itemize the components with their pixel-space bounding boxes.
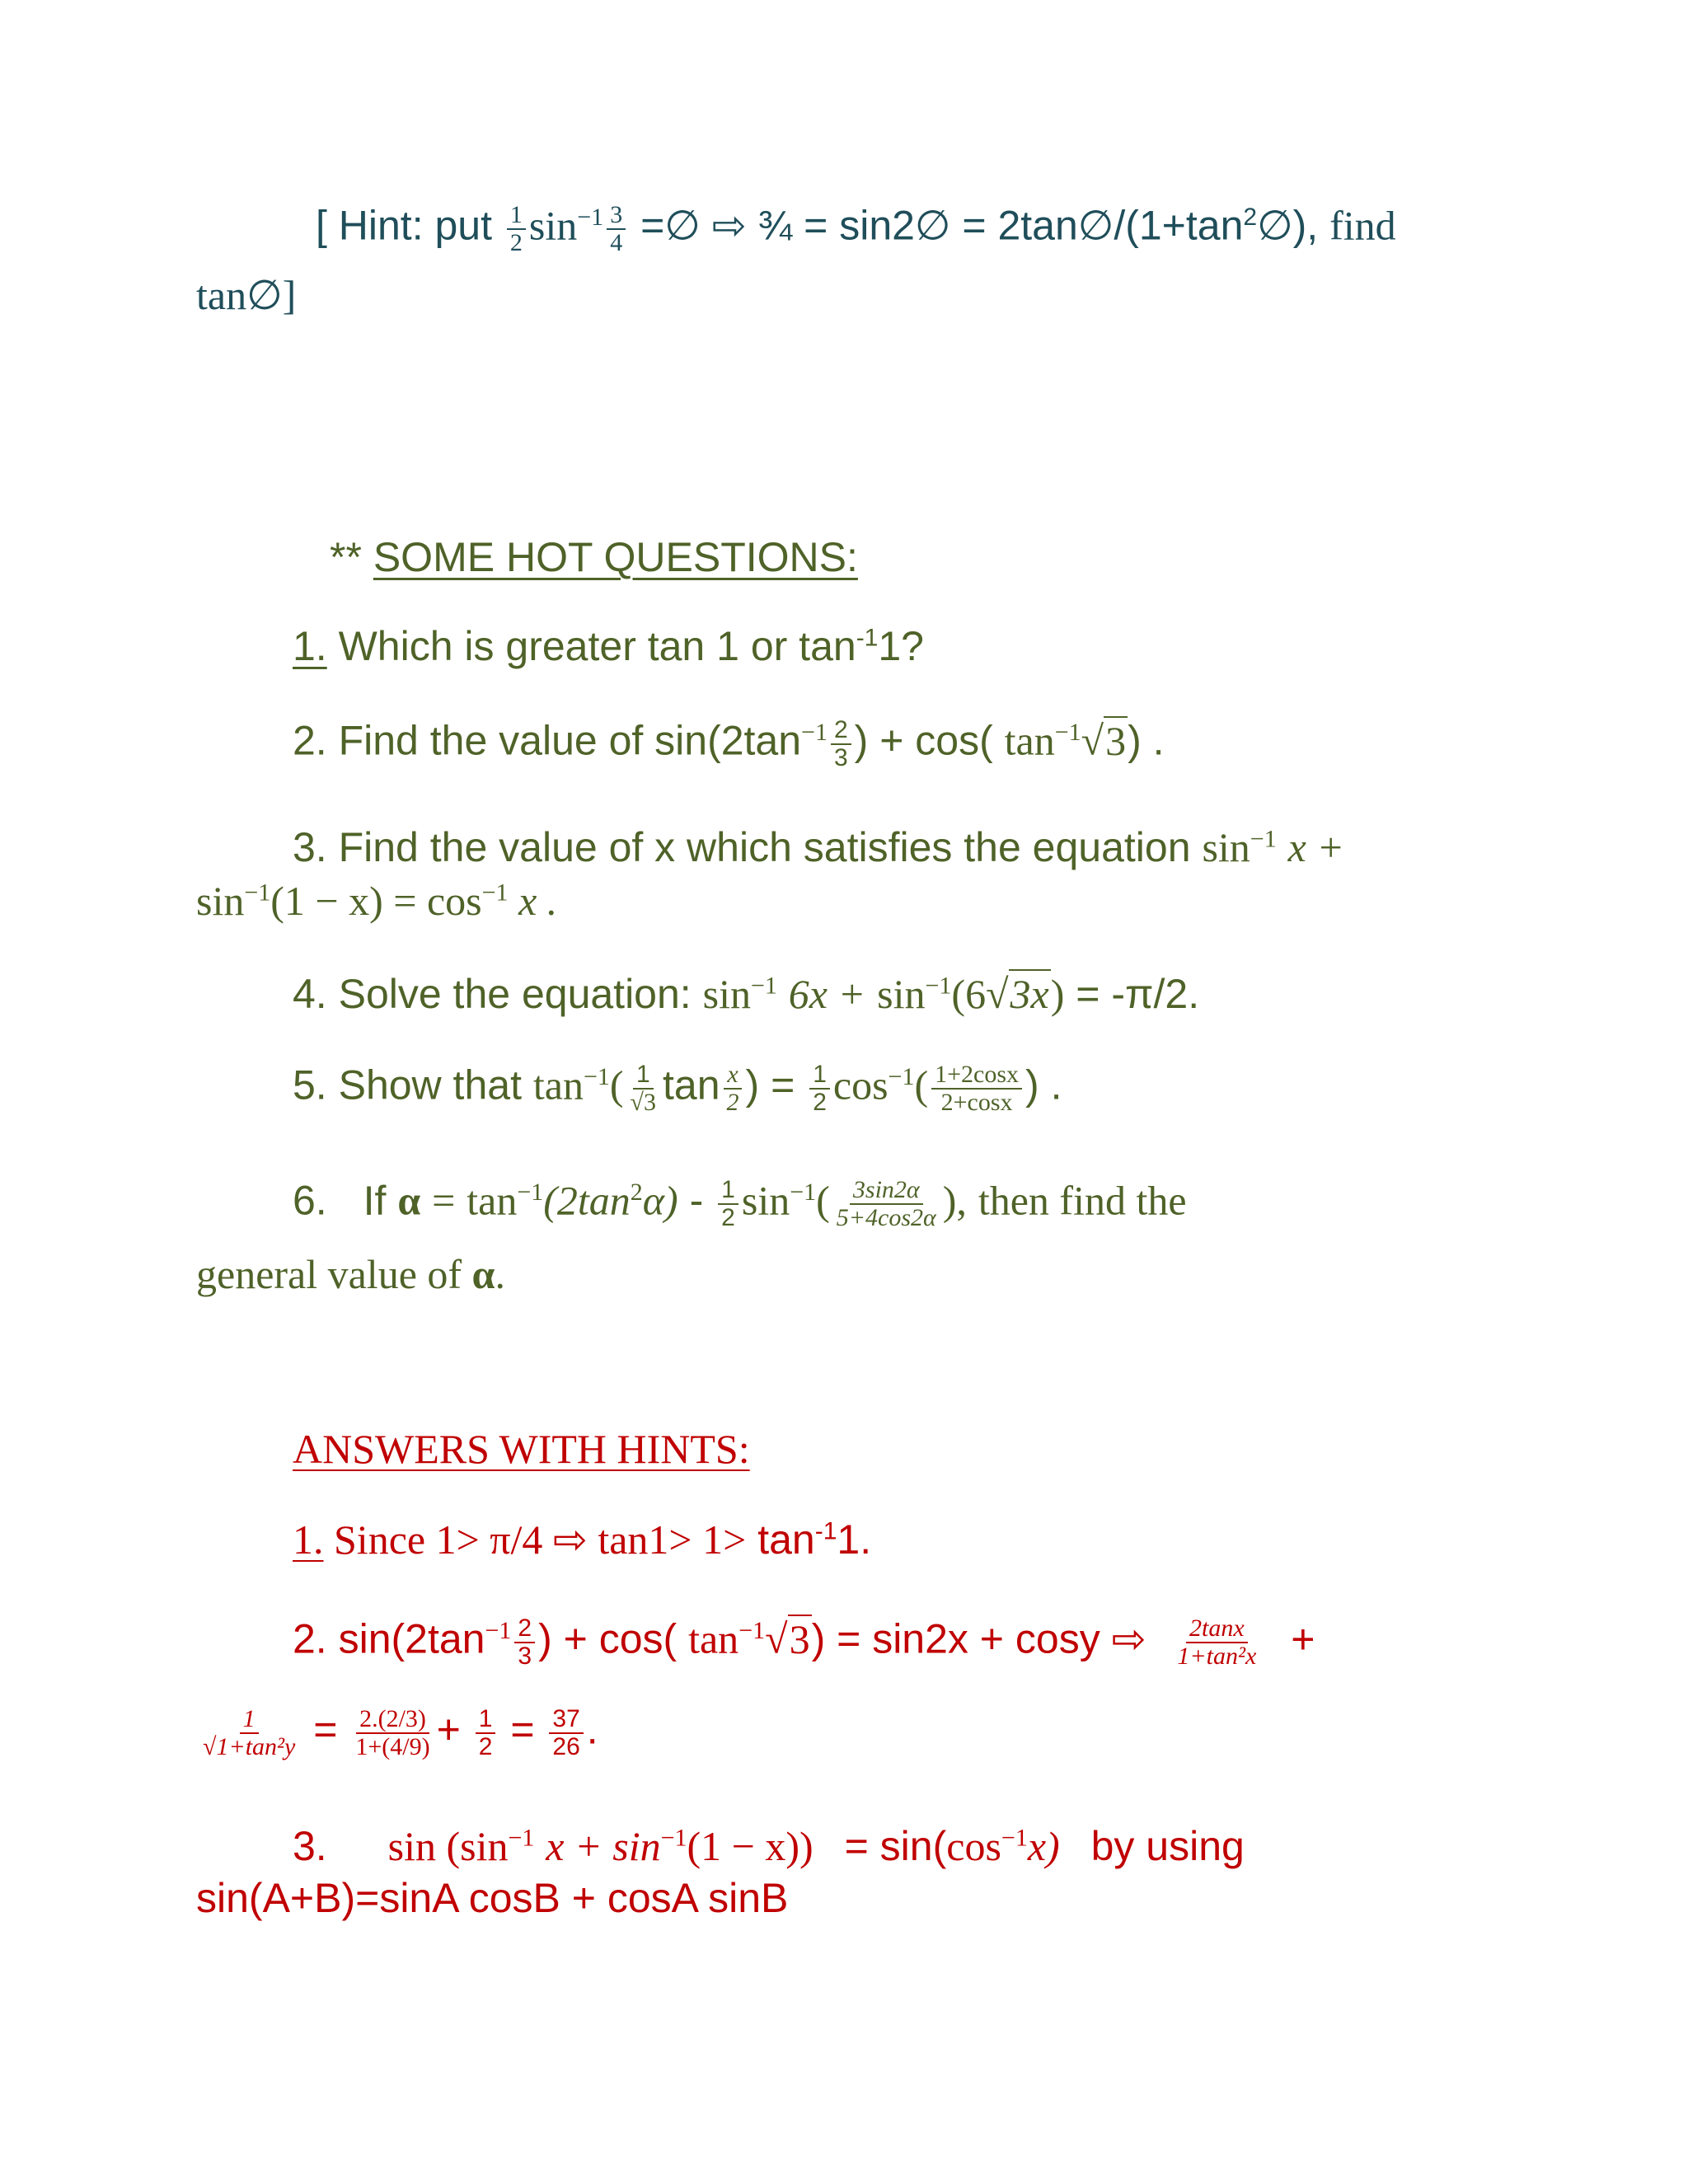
hint-fraction-half: $\frac{1}{2}$ xyxy=(507,202,526,255)
question-4: 4. Solve the equation: $\sin^{-1} 6x + \sin^{-1}(6√3x) = -\pi/2$. xyxy=(293,971,1200,1017)
answer-1: 1. Since 1> π/4 ⇨ $\tan 1> 1> \tan^{-1}1$. xyxy=(293,1516,872,1563)
hot-questions-title: SOME HOT QUESTIONS: xyxy=(373,534,858,580)
question-2: 2. Find the value of $\sin(2\tan^{-1}$ $\frac{2}{3}$ ) + cos( $\tan^{-1}√3$) . xyxy=(293,716,1165,771)
hot-questions-heading: ** SOME HOT QUESTIONS: xyxy=(330,534,858,580)
answer-2-line-1: 2. $\sin(2\tan^{-1}$ $\frac{2}{3}$ ) + cos( $\tan^{-1}√3) = \sin 2x + \cos y$ ⇨ $\frac{2\tan x}{\text{1+tan²x}}$ + xyxy=(293,1615,1315,1670)
question-3-line-2: $\sin^{-1}(1 - x) = \cos^{-1} x$ . xyxy=(196,878,558,924)
answer-3-line-1: 3. $\sin (\sin^{-1}$ $x + \sin^{-1}(1 - x)) = \sin(\cos^{-1}x)$ by using xyxy=(293,1823,1245,1869)
answers-heading: ANSWERS WITH HINTS: xyxy=(293,1426,750,1472)
question-6-line-1: 6. If $\alpha = \tan^{-1}(2\tan^2\alpha)$ - $\frac{1}{2}$ $\sin^{-1}$( $\frac{3\sin 2\alpha}{5+4\cos 2\alpha}$ ), then find the xyxy=(293,1176,1187,1231)
question-3-line-1: 3. Find the value of x which satisfies the equation $\sin^{-1} x$ + xyxy=(293,824,1345,870)
question-1: 1. Which is greater tan 1 or $\tan^{-1}1$? xyxy=(293,623,924,669)
hint-fraction-three-quarters: $\frac{3}{4}$ xyxy=(607,202,626,255)
hint-line-1: [ Hint: put $\frac{1}{2}$ $\sin^{-1}$ $\frac{3}{4}$ =∅ ⇨ ¾ = sin2∅ = $2\tan\emptyset/(1+\tan^2\emptyset)$, find xyxy=(316,201,1396,256)
hint-open: [ Hint: put xyxy=(316,202,492,249)
answer-3-line-2: sin(A+B)=sinA cosB + cosA sinB xyxy=(196,1875,789,1921)
answer-2-line-2: $\frac{1}{\text{√1+tan²y}}$ = $\frac{2.(2/3)}{1+(4/9)}$ + $\frac{1}{2}$ = $\frac{37}{26}$ . xyxy=(203,1705,598,1760)
question-5: 5. Show that $\tan^{-1}$( $\frac{1}{√3}$ tan $\frac{x}{2}$ ) = $\frac{1}{2}$ $\cos^{-1}$( $\frac{1+2\cos x}{2+\cos x}$ ) . xyxy=(293,1061,1062,1116)
hint-line-2: tan∅] xyxy=(196,272,297,318)
question-6-line-2: general value of α. xyxy=(196,1251,505,1297)
